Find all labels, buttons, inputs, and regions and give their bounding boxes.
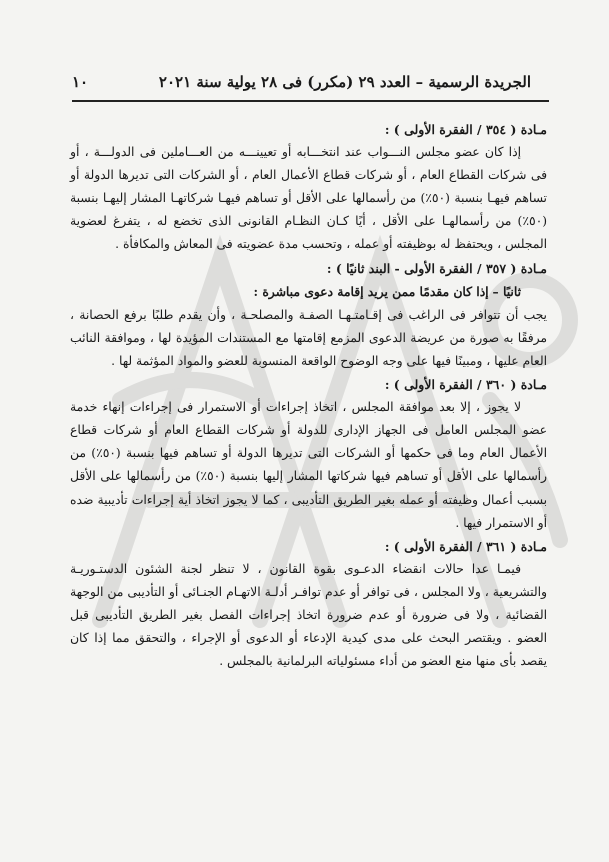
header-title: الجريدة الرسمية – العدد ٢٩ (مكرر) فى ٢٨ يولية سنة ٢٠٢١ [158,73,531,91]
article-heading: مـادة ( ٣٥٤ / الفقرة الأولى ) : [384,122,547,137]
article-subheading [70,280,547,304]
subheading-label: ثانيًا – [492,283,521,299]
header-rule [72,100,549,102]
article-heading: مـادة ( ٣٦٠ / الفقرة الأولى ) : [384,377,547,393]
article-paragraph: فيمـا عدا حالات انقضاء الدعـوى بقوة القانون ، لا تنظر لجنة الشئون الدستـوريـة والتشريعية ، ولا المجلس ، فى توافر أو عدم توافـر أدلـة الاتهـام الجنـائى أو التأديبى من الوجهة القضائية ، ولا فى ضرورة أو عدم ضرورة اتخاذ إجراءات الفصل بغير الطريق التأديبى قبل العضو . ويقتصر البحث على مدى كيدية الإدعاء أو الدعوى أو الإجراء ، والتحقق مما إذا كان يقصد بأى منها منع العضو من أداء مسئولياته البرلمانية بالمجلس . [70,561,547,669]
article-paragraph: إذا كان عضو مجلس النـــواب عند انتخـــابه أو تعيينـــه من العـــاملين فى الدولـــة ، أو فى شركات القطاع العام ، أو شركات قطاع الأعمال العام ، أو الشركات التى تديرها الدولة أو تساهم فيهـا بنسبة (٥٠٪) من رأسمالها على الأقل أو تساهم فيهـا شركاتهـا المشار إليهـا بنسبة (٥٠٪) من رأسمالهـا على الأقل ، أيًا كـان النظـام القانونى الذى تخضع له ، يتفرغ لعضوية المجلس ، ويحتفظ له بوظيفته أو عمله ، وتحسب مدة عضويته فى المعاش والمكافأة . [70,145,547,252]
article-heading: مـادة ( ٣٦١ / الفقرة الأولى ) : [384,538,547,554]
article-paragraph: لا يجوز ، إلا بعد موافقة المجلس ، اتخاذ إجراءات أو الاستمرار فى إجراءات إنهاء خدمة عضو المجلس العامل فى الجهاز الإدارى للدولة أو شركات القطاع العام أو شركات قطاع الأعمال العام وما فى حكمها أو الشركات التى تديرها الدولة أو تساهم فيها بنسبة (٥٠٪) من رأسمالها على الأقل أو تساهم فيها شركاتها المشار إليها بنسبة (٥٠٪) من رأسمالها على الأقل بسبب أعمال وظيفته أو عمله بغير الطريق التأديبى ، كما لا يجوز اتخاذ أية إجراءات تأديبية ضده أو الاستمرار فيها . [70,400,547,530]
page-header [72,68,531,96]
subheading-text: إذا كان مقدمًا ممن يريد إقامة دعوى مباشرة : [253,283,489,299]
article-heading: مـادة ( ٣٥٧ / الفقرة الأولى - البند ثانيًا ) : [326,260,547,276]
document-body [70,118,547,673]
page-number: ١٠ [72,73,89,91]
article-paragraph: يجب أن تتوافر فى الراغب فى إقـامتـهـا الصفـة والمصلحـة ، وأن يقدم طلبًا برفع الحصانة ، مرفقًا به صورة من عريضة الدعوى المزمع إقامتها مع المستندات المؤيدة لها ، وموافقة النائب العام عليها ، ومبينًا فيها على وجه الوضوح الواقعة المنسوبة للعضو والمواد المؤثمة لها . [70,307,547,368]
